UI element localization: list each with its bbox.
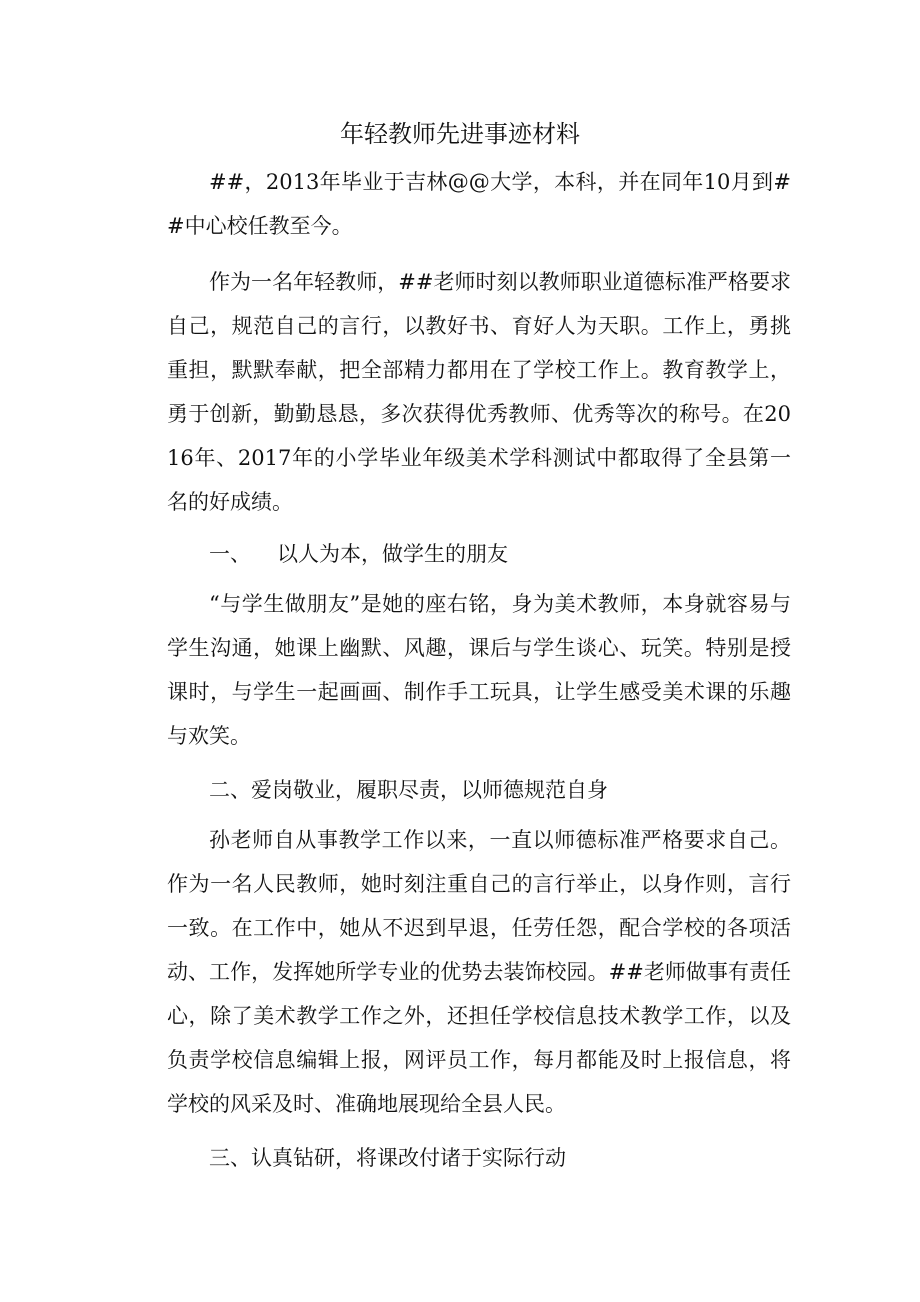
section-1-paragraph: “与学生做朋友”是她的座右铭，身为美术教师，本身就容易与学生沟通，她课上幽默、风趣，课后与学生谈心、玩笑。特别是授课时，与学生一起画画、制作手工玩具，让学生感受美术课的乐趣与欢笑。 (167, 592, 791, 748)
overview-paragraph: 作为一名年轻教师，##老师时刻以教师职业道德标准严格要求自己，规范自己的言行，以教好书、育好人为天职。工作上，勇挑重担，默默奉献，把全部精力都用在了学校工作上。教育教学上，勇于创新，勤勤恳恳，多次获得优秀教师、优秀等次的称号。在2016年、2017年的小学毕业年级美术学科测试中都取得了全县第一名的好成绩。 (167, 270, 791, 514)
section-1-heading (167, 532, 791, 576)
section-2-paragraph: 孙老师自从事教学工作以来，一直以师德标准严格要求自己。作为一名人民教师，她时刻注重自己的言行举止，以身作则，言行一致。在工作中，她从不迟到早退，任劳任怨，配合学校的各项活动、工作，发挥她所学专业的优势去装饰校园。##老师做事有责任心，除了美术教学工作之外，还担任学校信息技术教学工作，以及负责学校信息编辑上报，网评员工作，每月都能及时上报信息，将学校的风采及时、准确地展现给全县人民。 (167, 828, 791, 1116)
section-1-title: 以人为本，做学生的朋友 (277, 542, 508, 566)
section-3-heading: 三、认真钻研，将课改付诸于实际行动 (209, 1146, 566, 1170)
intro-paragraph: ##，2013年毕业于吉林@@大学，本科，并在同年10月到##中心校任教至今。 (167, 170, 791, 238)
section-1-number: 一、 (209, 542, 251, 566)
document-title: 年轻教师先进事迹材料 (340, 120, 580, 148)
section-2-heading: 二、爱岗敬业，履职尽责，以师德规范自身 (209, 778, 608, 802)
document-body (167, 160, 791, 1180)
